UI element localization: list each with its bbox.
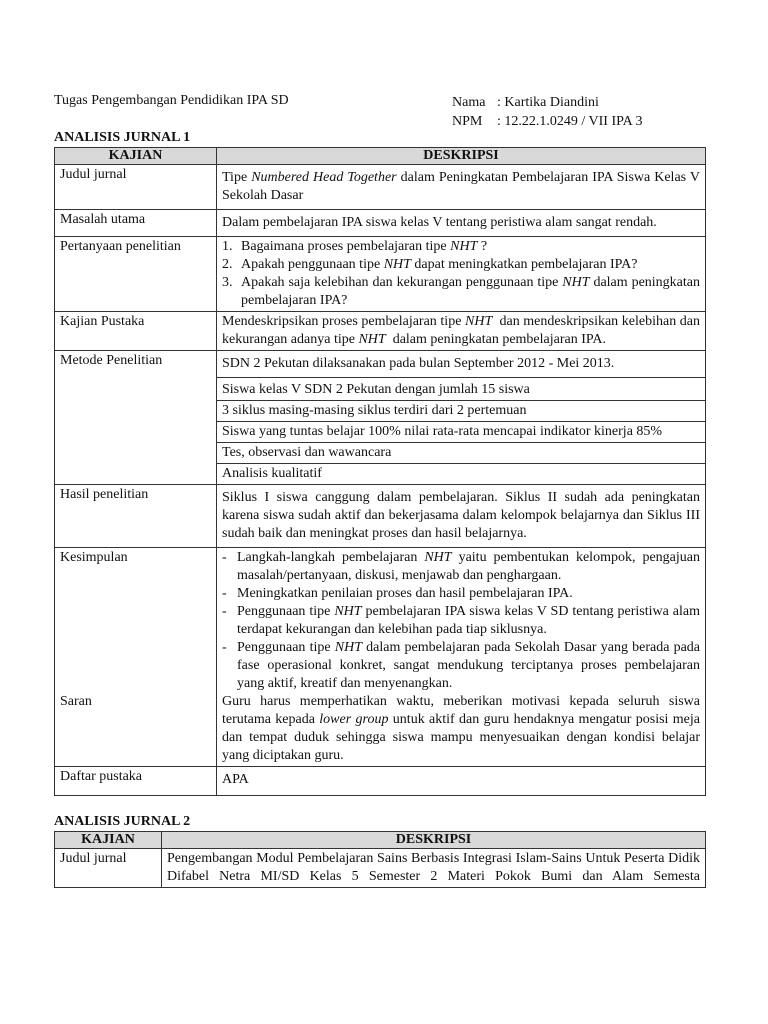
journal2-table xyxy=(54,831,706,888)
daftar-label: Daftar pustaka xyxy=(55,767,217,796)
judul2-value: Pengembangan Modul Pembelajaran Sains Berbasis Integrasi Islam-Sains Untuk Peserta Didik Difabel Netra MI/SD Kelas 5 Semester 2 Materi Pokok Bumi dan Alam Semesta xyxy=(162,849,706,888)
pustaka-label: Kajian Pustaka xyxy=(55,312,217,351)
hasil-label: Hasil penelitian xyxy=(55,485,217,548)
metode-label: Metode Penelitian xyxy=(55,351,217,485)
metode-indikator: Siswa yang tuntas belajar 100% nilai rata-rata mencapai indikator kinerja 85% xyxy=(217,422,706,443)
metode-analisis: Analisis kualitatif xyxy=(217,464,706,485)
student-info xyxy=(452,93,642,131)
list-item: - Penggunaan tipe NHT dalam pembelajaran pada Sekolah Dasar yang berada pada fase operasional konkret, sangat mendukung terciptanya proses pembelajaran yang aktif, kreatif dan menyenangkan. xyxy=(222,640,701,691)
name-value: : Kartika Diandini xyxy=(497,95,599,110)
daftar-value: APA xyxy=(217,767,706,796)
hasil-value: Siklus I siswa canggung dalam pembelajaran. Siklus II sudah ada peningkatan karena siswa sudah aktif dan bekerjasama dalam kelompok belajarnya dan Siklus III sudah baik dan meningkat proses dan hasil belajarnya. xyxy=(217,485,706,548)
pertanyaan-list xyxy=(217,237,706,312)
metode-lokasi: SDN 2 Pekutan dilaksanakan pada bulan September 2012 - Mei 2013. xyxy=(217,351,706,378)
table-row xyxy=(55,767,706,796)
list-item: - Penggunaan tipe NHT pembelajaran IPA siswa kelas V SD tentang peristiwa alam terdapat kekurangan dan kelebihan pada tiap siklusnya. xyxy=(222,604,701,637)
table-row xyxy=(55,312,706,351)
judul-value: Tipe Numbered Head Together dalam Peningkatan Pembelajaran IPA Siswa Kelas V Sekolah Dasar xyxy=(217,165,706,210)
masalah-label: Masalah utama xyxy=(55,210,217,237)
list-item: 3. Apakah saja kelebihan dan kekurangan penggunaan tipe NHT dalam peningkatan pembelajaran IPA? xyxy=(222,275,700,308)
metode-instrumen: Tes, observasi dan wawancara xyxy=(217,443,706,464)
list-item: - Meningkatkan penilaian proses dan hasil pembelajaran IPA. xyxy=(222,586,573,601)
journal1-title: ANALISIS JURNAL 1 xyxy=(54,130,191,145)
table-row xyxy=(55,165,706,210)
table-row xyxy=(55,210,706,237)
kesimpulan-saran-labels xyxy=(55,548,217,767)
name-label: Nama xyxy=(452,95,486,110)
npm-label: NPM xyxy=(452,114,483,129)
judul-label: Judul jurnal xyxy=(55,165,217,210)
saran-label: Saran xyxy=(60,694,92,709)
judul2-label: Judul jurnal xyxy=(55,849,162,888)
table-row xyxy=(55,351,706,378)
pustaka-value: Mendeskripsikan proses pembelajaran tipe NHT dan mendeskripsikan kelebihan dan kekurangan adanya tipe NHT dalam peningkatan pembelajaran IPA. xyxy=(217,312,706,351)
table-row xyxy=(55,485,706,548)
list-item: - Langkah-langkah pembelajaran NHT yaitu pembentukan kelompok, pengajuan masalah/pertanyaan, diskusi, menjawab dan penghargaan. xyxy=(222,550,700,583)
metode-siklus: 3 siklus masing-masing siklus terdiri dari 2 pertemuan xyxy=(217,401,706,422)
metode-subjek: Siswa kelas V SDN 2 Pekutan dengan jumlah 15 siswa xyxy=(217,378,706,401)
pertanyaan-label: Pertanyaan penelitian xyxy=(55,237,217,312)
kajian-header-2: KAJIAN xyxy=(55,832,162,849)
table-row xyxy=(55,237,706,312)
course-title: Tugas Pengembangan Pendidikan IPA SD xyxy=(54,93,289,108)
table-row xyxy=(55,849,706,888)
saran-value: Guru harus memperhatikan waktu, meberikan motivasi kepada seluruh siswa terutama kepada lower group untuk aktif dan guru hendaknya mengatur posisi meja dan tempat duduk sehingga siswa mampu menyesuaikan dengan kondisi belajar yang diciptakan guru. xyxy=(222,694,700,763)
journal1-table xyxy=(54,147,706,796)
kesimpulan-saran-value xyxy=(217,548,706,767)
list-item: 2. Apakah penggunaan tipe NHT dapat meningkatkan pembelajaran IPA? xyxy=(222,257,638,272)
kajian-header: KAJIAN xyxy=(55,148,217,165)
table-row xyxy=(55,548,706,767)
deskripsi-header: DESKRIPSI xyxy=(217,148,706,165)
deskripsi-header-2: DESKRIPSI xyxy=(162,832,706,849)
npm-value: : 12.22.1.0249 / VII IPA 3 xyxy=(497,114,643,129)
kesimpulan-label: Kesimpulan xyxy=(60,550,128,565)
journal2-title: ANALISIS JURNAL 2 xyxy=(54,814,191,829)
masalah-value: Dalam pembelajaran IPA siswa kelas V tentang peristiwa alam sangat rendah. xyxy=(217,210,706,237)
list-item: 1. Bagaimana proses pembelajaran tipe NHT ? xyxy=(222,239,488,254)
